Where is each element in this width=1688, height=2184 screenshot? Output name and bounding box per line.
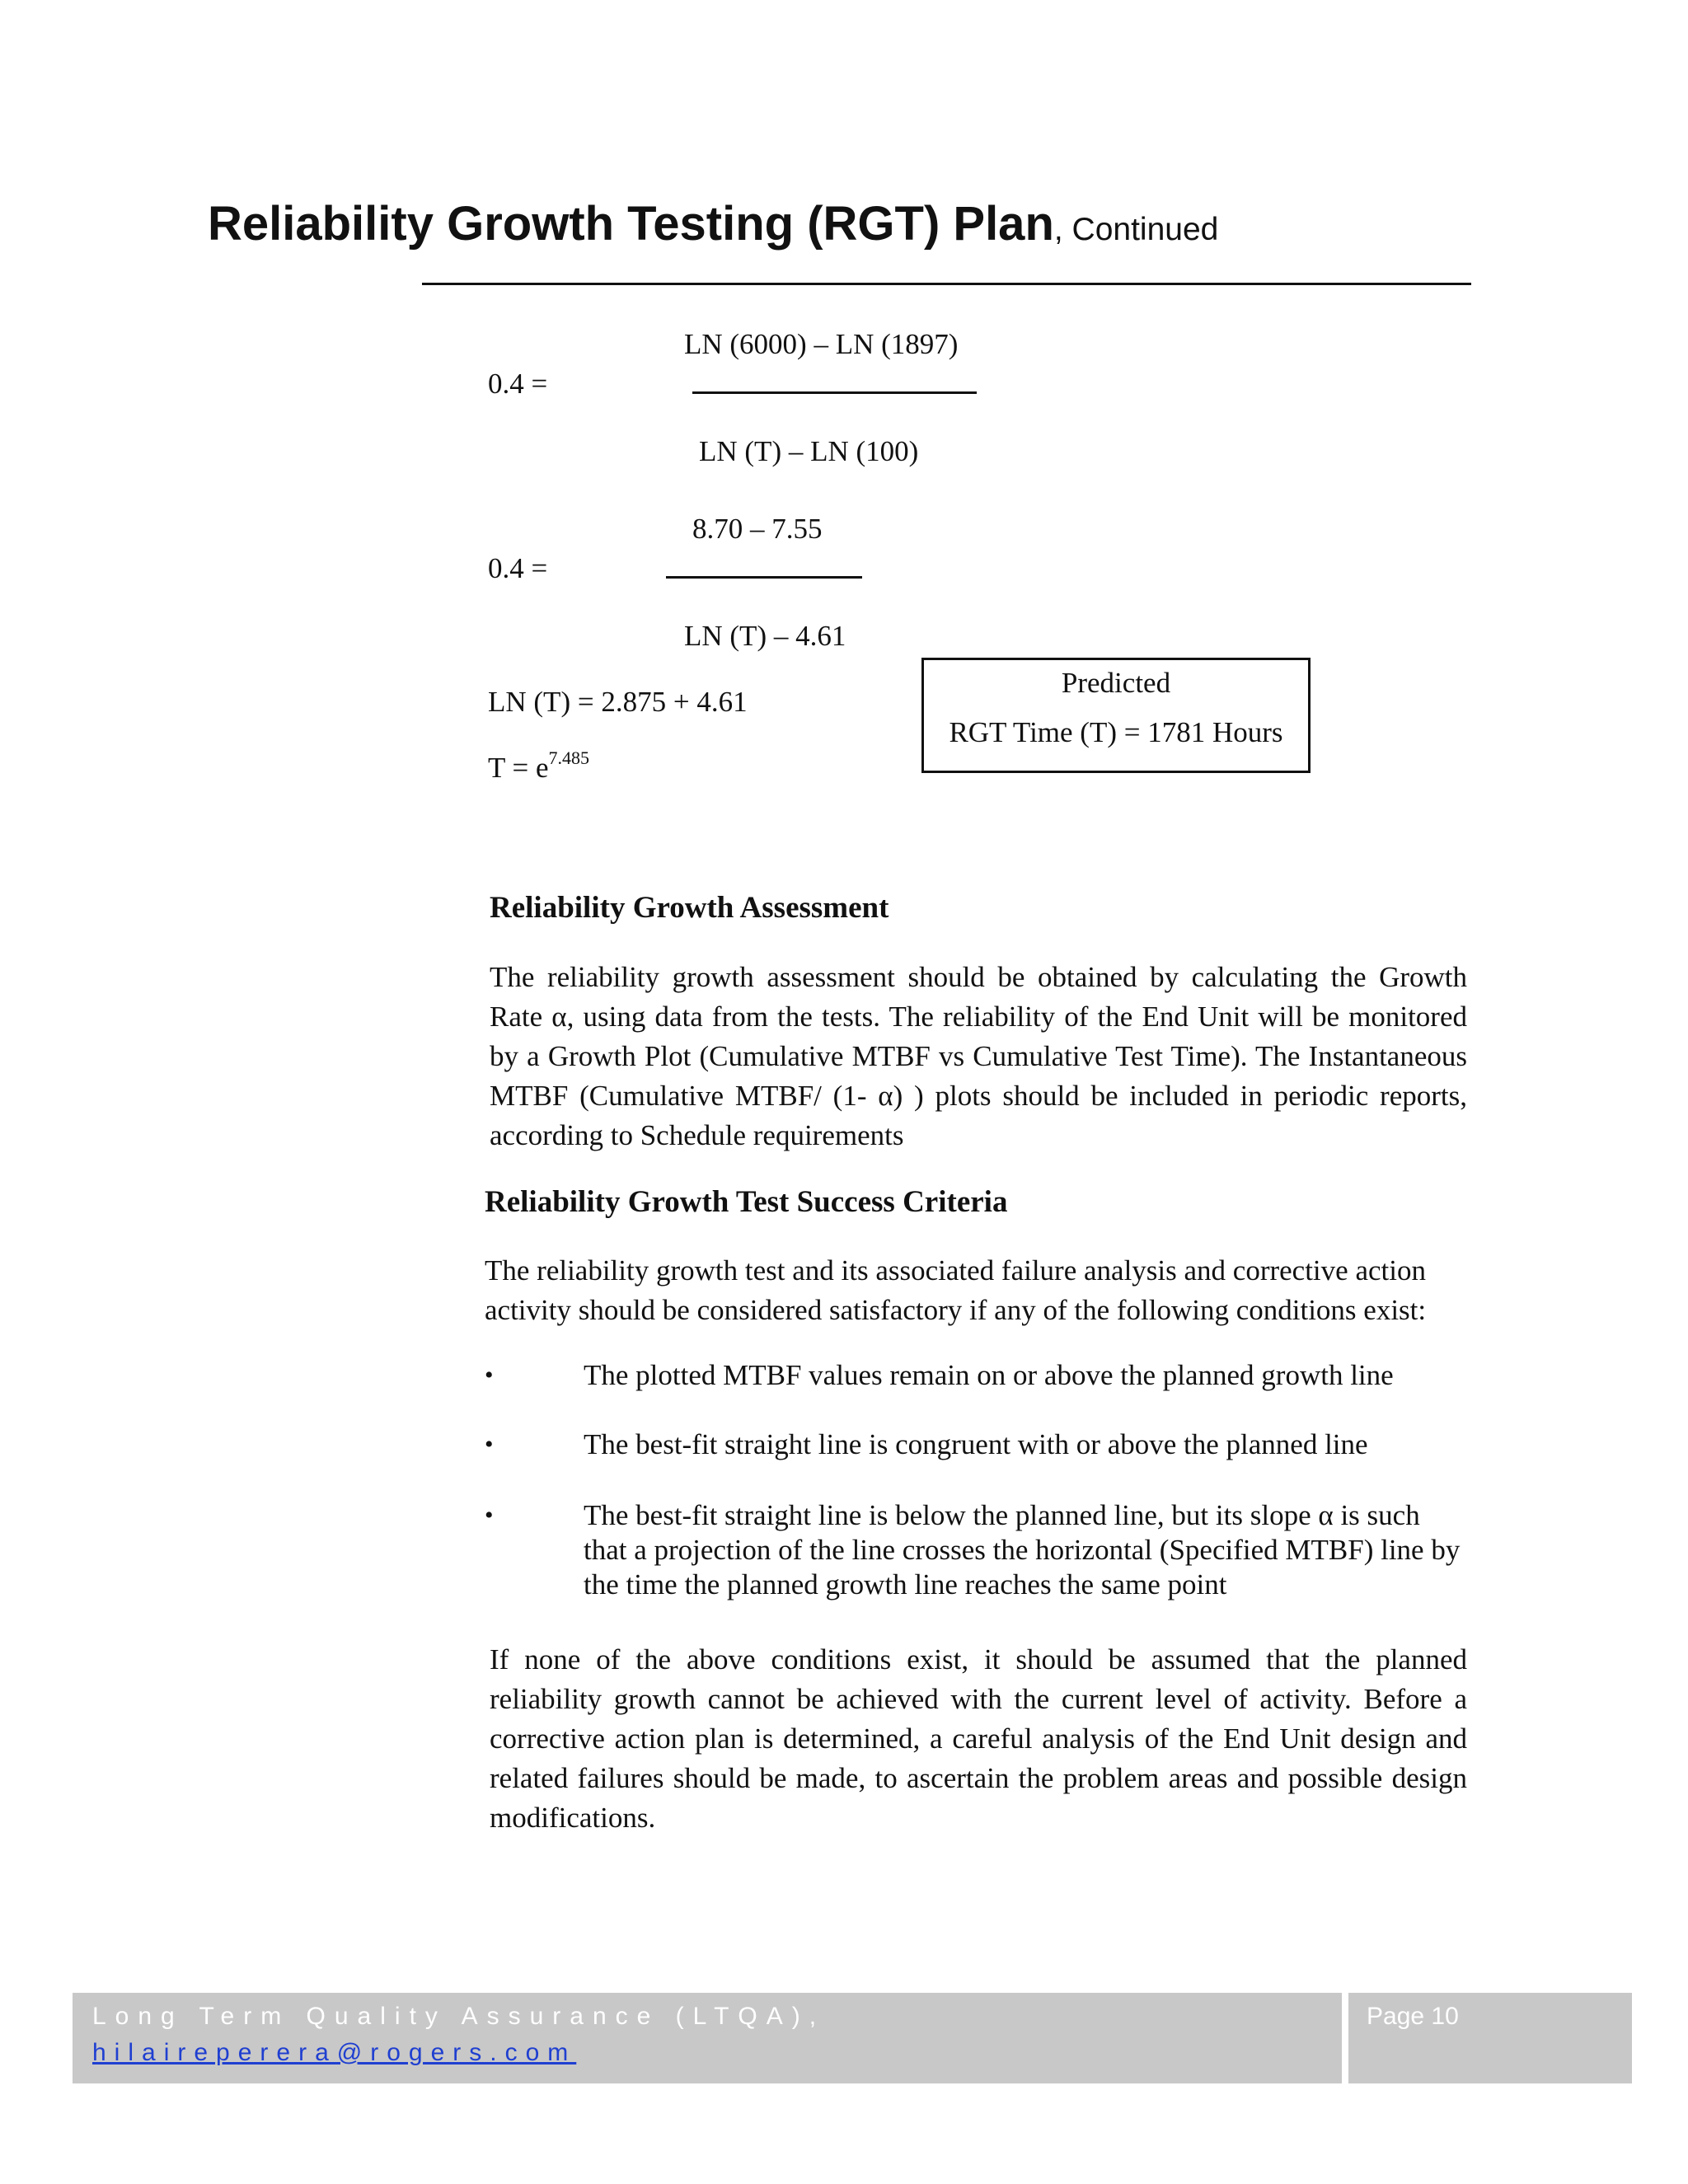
footer-band <box>73 1993 1342 2083</box>
success-criteria-intro: The reliability growth test and its associated failure analysis and corrective action activity should be considered satisfactory if any of the following conditions exist: <box>485 1254 1427 1326</box>
eq4-exponent: 7.485 <box>548 748 590 768</box>
eq1-lhs: 0.4 = <box>488 368 548 400</box>
page-number: Page 10 <box>1367 2003 1459 2030</box>
criteria-bullet-item <box>485 1427 1474 1469</box>
closing-paragraph: If none of the above conditions exist, it should be assumed that the planned reliability growth cannot be achieved with the current level of activity. Before a corrective action plan is determined, a careful analysis of the End Unit design and related failures should be made, to ascertain the problem areas and possible design modifications. <box>490 1643 1467 1834</box>
predicted-rgt-time-box <box>921 658 1311 773</box>
success-criteria-heading: Reliability Growth Test Success Criteria <box>485 1185 1008 1219</box>
eq2-lhs: 0.4 = <box>488 552 548 584</box>
bullet-dot: • <box>485 1502 494 1529</box>
eq4-base: T = e <box>488 752 549 784</box>
criteria-bullet-text: The best-fit straight line is congruent with or above the planned line <box>584 1428 1368 1460</box>
eq1-denominator: LN (T) – LN (100) <box>699 435 919 467</box>
footer-email-link[interactable]: hilaireperera@rogers.com <box>92 2039 577 2066</box>
criteria-bullet-text: The plotted MTBF values remain on or above the planned growth line <box>584 1359 1394 1391</box>
footer-page-box <box>1348 1993 1632 2083</box>
footer-organization: Long Term Quality Assurance (LTQA), <box>92 2003 826 2030</box>
eq2-denominator: LN (T) – 4.61 <box>684 620 846 652</box>
eq3: LN (T) = 2.875 + 4.61 <box>488 686 748 718</box>
bullet-dot: • <box>485 1431 494 1458</box>
criteria-bullet-item <box>485 1358 1474 1399</box>
eq2-numerator: 8.70 – 7.55 <box>692 513 823 545</box>
criteria-bullet-text: The best-fit straight line is below the planned line, but its slope α is such that a projection of the line crosses the horizontal (Specified MTBF) line by the time the planned growth line reaches the same point <box>584 1499 1461 1601</box>
title-divider <box>422 283 1471 285</box>
assessment-heading: Reliability Growth Assessment <box>490 891 889 925</box>
predicted-box-line2: RGT Time (T) = 1781 Hours <box>949 716 1283 748</box>
criteria-bullet-item <box>485 1498 1474 1605</box>
eq2-fraction-bar <box>666 576 862 579</box>
page-title-main: Reliability Growth Testing (RGT) Plan <box>208 197 1054 251</box>
assessment-paragraph: The reliability growth assessment should be obtained by calculating the Growth Rate α, using data from the tests. The reliability of the End Unit will be monitored by a Growth Plot (Cumulative MTBF vs Cumulative Test Time). The Instantaneous MTBF (Cumulative MTBF/ (1- α) ) plots should be included in periodic reports, according to Schedule requirements <box>490 961 1467 1151</box>
eq1-numerator: LN (6000) – LN (1897) <box>684 328 959 360</box>
page-title-suffix: , Continued <box>1053 212 1219 247</box>
bullet-dot: • <box>485 1361 494 1389</box>
eq1-fraction-bar <box>692 391 977 394</box>
predicted-box-line1: Predicted <box>1061 667 1171 699</box>
page-title <box>208 191 1218 263</box>
eq4 <box>488 750 589 790</box>
